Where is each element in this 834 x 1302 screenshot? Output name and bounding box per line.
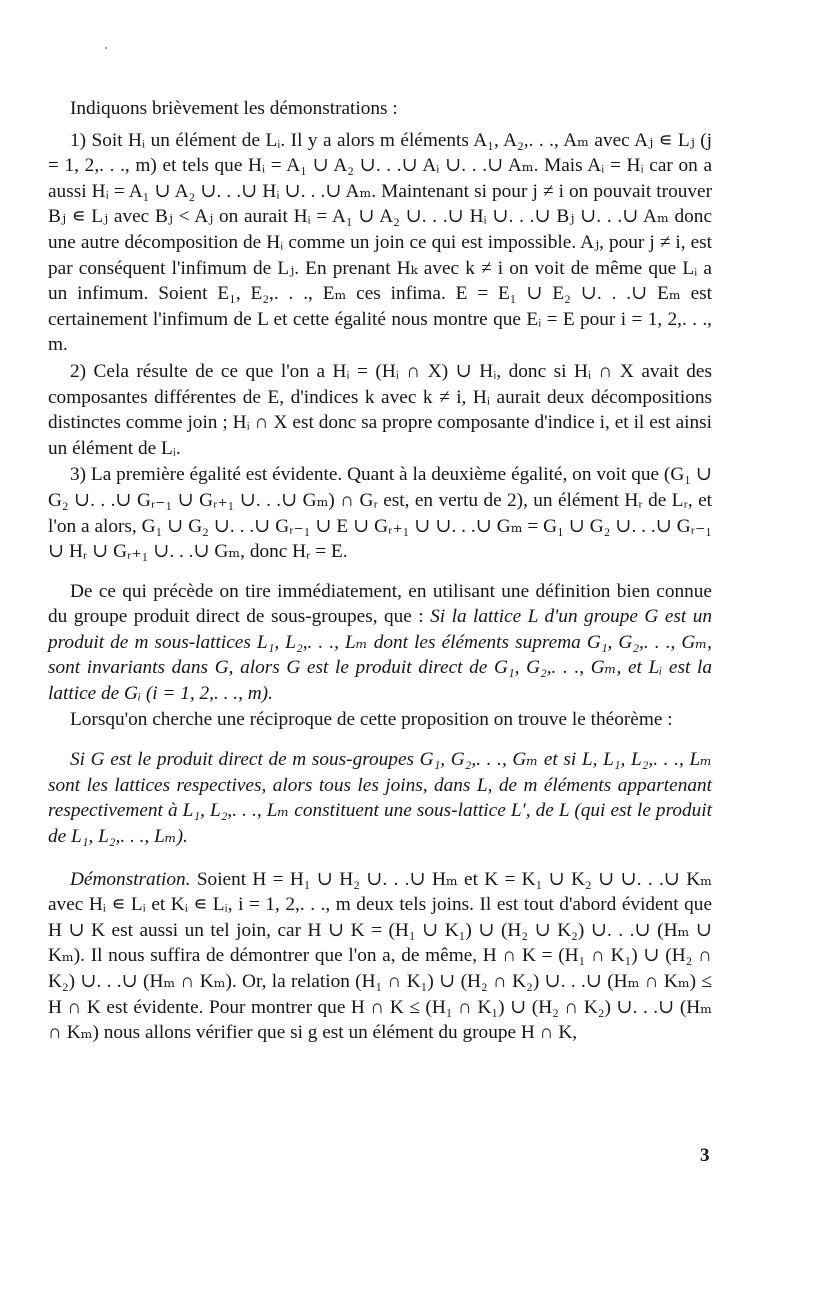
proof-item-3: 3) La première égalité est évidente. Quant à la deuxième égalité, on voit que (G₁ ∪ G₂ ∪. . .∪ Gᵣ₋₁ ∪ Gᵣ₊₁ ∪. . .∪ Gₘ) ∩ Gᵣ est, en vertu de 2), un élément Hᵣ de Lᵣ, et l'on a alors, G₁ ∪ G₂ ∪. . .∪ Gᵣ₋₁ ∪ E ∪ Gᵣ₊₁ ∪ ∪. . .∪ Gₘ = G₁ ∪ G₂ ∪. . .∪ Gᵣ₋₁ ∪ Hᵣ ∪ Gᵣ₊₁ ∪. . .∪ Gₘ, donc Hᵣ = E. — [48, 464, 712, 563]
theorem-statement: Si G est le produit direct de m sous-groupes G₁, G₂,. . ., Gₘ et si L, L₁, L₂,. . ., Lₘ sont les lattices respectives, alors tous les joins, dans L, de m éléments appartenant respectivement à L₁, L₂,. . ., Lₘ constituent une sous-lattice L′, de L (qui est le produit de L₁, L₂,. . ., Lₘ). — [48, 749, 712, 848]
page-number: 3 — [700, 1145, 710, 1166]
scan-speck — [105, 47, 107, 49]
proof-item-2: 2) Cela résulte de ce que l'on a Hᵢ = (Hᵢ ∩ X) ∪ Hᵢ, donc si Hᵢ ∩ X avait des composantes différentes de E, d'indices k avec k ≠ i, Hᵢ aurait deux décompositions distinctes comme join ; Hᵢ ∩ X est donc sa propre composante d'indice i, et il est ainsi un élément de Lᵢ. — [48, 360, 712, 459]
demonstration-paragraph — [48, 867, 712, 1046]
demonstration-text: Soient H = H₁ ∪ H₂ ∪. . .∪ Hₘ et K = K₁ ∪ K₂ ∪ ∪. . .∪ Kₘ avec Hᵢ ∊ Lᵢ et Kᵢ ∊ Lᵢ, i = 1, 2,. . ., m deux tels joins. Il est tout d'abord évident que H ∪ K est aussi un tel join, car H ∪ K = (H₁ ∪ K₁) ∪ (H₂ ∪ K₂) ∪. . .∪ (Hₘ ∪ Kₘ). Il nous suffira de démontrer que l'on a, de même, H ∩ K = (H₁ ∩ K₁) ∪ (H₂ ∩ K₂) ∪. . .∪ (Hₘ ∩ Kₘ). Or, la relation (H₁ ∩ K₁) ∪ (H₂ ∩ K₂) ∪. . .∪ (Hₘ ∩ Kₘ) ≤ H ∩ K est évidente. Pour montrer que H ∩ K ≤ (H₁ ∩ K₁) ∪ (H₂ ∩ K₂) ∪. . .∪ (Hₘ ∩ Kₘ) nous allons vérifier que si g est un élément du groupe H ∩ K, — [48, 868, 712, 1044]
intro-line: Indiquons brièvement les démonstrations : — [70, 98, 398, 119]
converse-paragraph: Lorsqu'on cherche une réciproque de cette proposition on trouve le théorème : — [70, 708, 673, 730]
demonstration-label: Démonstration. — [70, 868, 191, 890]
page-body — [48, 96, 712, 1046]
corollary-lead: De ce qui précède on tire immédiatement, en utilisant une définition bien connue du groupe produit direct de sous-groupes, que : — [48, 580, 712, 628]
theorem-block — [48, 747, 712, 849]
corollary-paragraph — [48, 579, 712, 707]
corollary-statement: Si la lattice L d'un groupe G est un produit de m sous-lattices L₁, L₂,. . ., Lₘ dont les éléments suprema G₁, G₂,. . ., Gₘ, sont invariants dans G, alors G est le produit direct de G₁, G₂,. . ., Gₘ, et Lᵢ est la lattice de Gᵢ (i = 1, 2,. . ., m). — [48, 606, 712, 705]
proof-item-1: 1) Soit Hᵢ un élément de Lᵢ. Il y a alors m éléments A₁, A₂,. . ., Aₘ avec Aⱼ ∊ Lⱼ (j = 1, 2,. . ., m) et tels que Hᵢ = A₁ ∪ A₂ ∪. . .∪ Aᵢ ∪. . .∪ Aₘ. Mais Aᵢ = Hᵢ car on a aussi Hᵢ = A₁ ∪ A₂ ∪. . .∪ Hᵢ ∪. . .∪ Aₘ. Maintenant si pour j ≠ i on pouvait trouver Bⱼ ∊ Lⱼ avec Bⱼ < Aⱼ on aurait Hᵢ = A₁ ∪ A₂ ∪. . .∪ Hᵢ ∪. . .∪ Bⱼ ∪. . .∪ Aₘ donc une autre décomposition de Hᵢ comme un join ce qui est impossible. Aⱼ, pour j ≠ i, est par conséquent l'infimum de Lⱼ. En prenant Hₖ avec k ≠ i on voit de même que Lᵢ a un infimum. Soient E₁, E₂,. . ., Eₘ ces infima. E = E₁ ∪ E₂ ∪. . .∪ Eₘ est certainement l'infimum de L et cette égalité nous montre que Eᵢ = E pour i = 1, 2,. . ., m. — [48, 129, 712, 356]
